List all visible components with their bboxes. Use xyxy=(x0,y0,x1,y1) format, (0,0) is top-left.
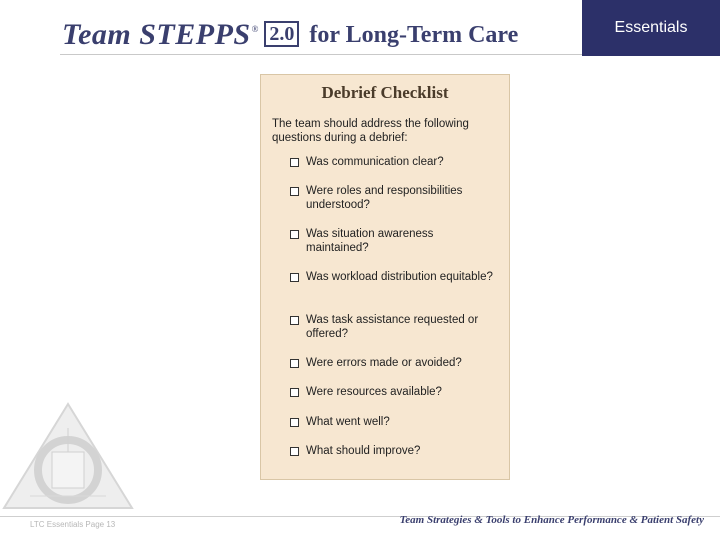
checklist-item-text: Were roles and responsibilities understood? xyxy=(306,185,463,211)
checkbox-icon xyxy=(290,230,299,239)
header-divider xyxy=(60,54,582,55)
checkbox-icon xyxy=(290,359,299,368)
debrief-checklist-card xyxy=(260,74,510,480)
header-title xyxy=(62,18,518,58)
checkbox-icon xyxy=(290,273,299,282)
checkbox-icon xyxy=(290,187,299,196)
checklist-item-text: Were resources available? xyxy=(306,386,442,398)
checklist-item-text: What should improve? xyxy=(306,445,421,457)
footer-tagline: Team Strategies & Tools to Enhance Performance & Patient Safety xyxy=(399,514,704,526)
teamstepps-triangle-logo-icon xyxy=(0,400,160,512)
card-intro: The team should address the following questions during a debrief: xyxy=(272,118,469,144)
checkbox-icon xyxy=(290,316,299,325)
checklist-item-text: Was task assistance requested or offered? xyxy=(306,314,479,340)
checkbox-icon xyxy=(290,418,299,427)
checklist-item-text: What went well? xyxy=(306,416,390,428)
brand-wordmark: Team STEPPS xyxy=(62,18,251,51)
footer-page-label: LTC Essentials Page 13 xyxy=(30,520,116,529)
essentials-badge: Essentials xyxy=(582,0,720,56)
checklist-item-text: Was situation awareness maintained? xyxy=(306,228,434,254)
version-badge: 2.0 xyxy=(264,21,299,47)
registered-mark: ® xyxy=(251,24,259,34)
header-subtitle: for Long-Term Care xyxy=(309,22,519,48)
card-title: Debrief Checklist xyxy=(321,83,449,102)
checkbox-icon xyxy=(290,158,299,167)
checkbox-icon xyxy=(290,388,299,397)
checklist-item-text: Was workload distribution equitable? xyxy=(306,271,493,283)
checklist-item-text: Were errors made or avoided? xyxy=(306,357,462,369)
checklist-item-text: Was communication clear? xyxy=(306,156,444,168)
checkbox-icon xyxy=(290,447,299,456)
